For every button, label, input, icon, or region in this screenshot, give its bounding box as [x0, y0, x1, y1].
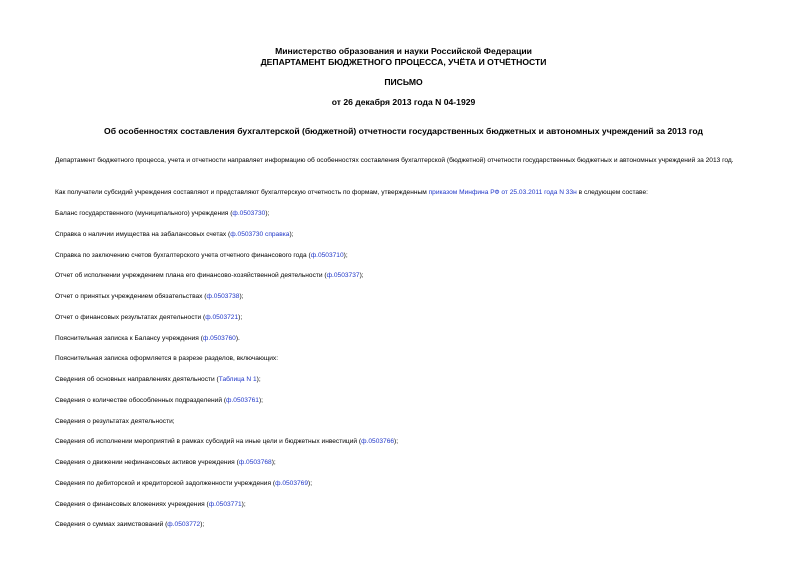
- list-item: [55, 354, 278, 363]
- list-item-text: Сведения об основных направлениях деятельности (: [55, 376, 219, 383]
- list-item-text-end: );: [359, 272, 364, 279]
- document-type: ПИСЬМО: [384, 77, 423, 87]
- list-item-text: Справка о наличии имущества на забалансовых счетах (: [55, 231, 231, 238]
- list-item-text: Отчет о финансовых результатах деятельности (: [55, 314, 206, 321]
- list-item: [55, 437, 398, 446]
- intro-paragraph: [55, 156, 767, 165]
- form-link[interactable]: ф.0503760: [202, 335, 236, 342]
- form-link[interactable]: ф.0503761: [226, 397, 259, 404]
- list-item: [55, 500, 246, 509]
- list-item: [55, 230, 293, 239]
- order-link[interactable]: приказом Минфина РФ от 25.03.2011 года N 33н: [428, 189, 577, 196]
- form-link[interactable]: ф.0503738: [206, 293, 240, 300]
- form-link[interactable]: ф.0503769: [275, 480, 309, 487]
- list-item: [55, 396, 263, 405]
- form-link[interactable]: ф.0503710: [310, 252, 344, 259]
- list-item: [55, 520, 204, 529]
- document-subject: Об особенностях составления бухгалтерской (бюджетной) отчетности государственных бюджетных и автономных учреждений за 2013 год: [104, 126, 703, 136]
- list-item-text-end: ).: [235, 335, 240, 342]
- list-item-text-end: );: [394, 438, 399, 445]
- list-item: [55, 271, 364, 280]
- form-link[interactable]: ф.0503737: [326, 272, 360, 279]
- composition-paragraph: [55, 188, 648, 197]
- list-item-text-end: );: [239, 293, 244, 300]
- list-item-text: Справка по заключению счетов бухгалтерского учета отчетного финансового года (: [55, 252, 311, 259]
- form-link[interactable]: ф.0503766: [361, 438, 395, 445]
- form-link[interactable]: ф.0503772: [167, 521, 201, 528]
- form-link[interactable]: ф.0503730 справка: [230, 231, 290, 238]
- form-link[interactable]: ф.0503730: [232, 210, 266, 217]
- list-item-text: Пояснительная записка к Балансу учреждения (: [55, 335, 203, 342]
- list-item-text: Пояснительная записка оформляется в разрезе разделов, включающих:: [55, 355, 279, 362]
- list-item: [55, 417, 175, 426]
- list-item-text-end: );: [200, 521, 205, 528]
- composition-text-after: в следующем составе:: [576, 189, 648, 196]
- list-item: [55, 334, 240, 343]
- list-item: [55, 375, 261, 384]
- list-item-text: Сведения о количестве обособленных подразделений (: [55, 397, 227, 404]
- form-link[interactable]: Таблица N 1: [218, 376, 257, 383]
- list-item: [55, 458, 276, 467]
- list-item-text-end: );: [265, 210, 270, 217]
- list-item: [55, 251, 348, 260]
- form-link[interactable]: ф.0503771: [208, 501, 242, 508]
- list-item: [55, 292, 243, 301]
- list-item-text-end: );: [238, 314, 243, 321]
- list-item-text-end: );: [258, 397, 263, 404]
- list-item: [55, 209, 269, 218]
- list-item: [55, 313, 242, 322]
- document-date-number: от 26 декабря 2013 года N 04-1929: [331, 97, 476, 107]
- ministry-title: Министерство образования и науки Российской Федерации: [275, 46, 532, 56]
- list-item-text-end: );: [289, 231, 294, 238]
- list-item-text: Отчет об исполнении учреждением плана его финансово-хозяйственной деятельности (: [55, 272, 327, 279]
- list-item-text-end: );: [343, 252, 348, 259]
- form-link[interactable]: ф.0503768: [238, 459, 272, 466]
- list-item-text: Сведения по дебиторской и кредиторской задолженности учреждения (: [55, 480, 276, 487]
- list-item-text-end: );: [308, 480, 313, 487]
- list-item-text: Сведения о результатах деятельности;: [55, 418, 175, 425]
- list-item-text-end: );: [256, 376, 261, 383]
- list-item: [55, 479, 312, 488]
- form-link[interactable]: ф.0503721: [205, 314, 239, 321]
- list-item-text: Сведения об исполнении мероприятий в рамках субсидий на иные цели и бюджетных инвестиций (: [55, 438, 362, 445]
- list-item-text: Сведения о финансовых вложениях учреждения (: [55, 501, 209, 508]
- list-item-text: Баланс государственного (муниципального) учреждения (: [55, 210, 233, 217]
- list-item-text-end: );: [241, 501, 246, 508]
- list-item-text: Сведения о движении нефинансовых активов учреждения (: [55, 459, 239, 466]
- composition-text-before: Как получатели субсидий учреждения составляют и представляют бухгалтерскую отчетность по формам, утвержденным: [55, 189, 429, 196]
- intro-text: Департамент бюджетного процесса, учета и отчетности направляет информацию об особенностях составления бухгалтерской (бюджетной) отчетности государственных бюджетных и автономных учреждений за 2013 год.: [55, 157, 734, 164]
- list-item-text: Сведения о суммах заимствований (: [55, 521, 168, 528]
- list-item-text-end: );: [271, 459, 276, 466]
- department-title: ДЕПАРТАМЕНТ БЮДЖЕТНОГО ПРОЦЕССА, УЧЁТА И ОТЧЁТНОСТИ: [260, 57, 547, 67]
- list-item-text: Отчет о принятых учреждением обязательствах (: [55, 293, 207, 300]
